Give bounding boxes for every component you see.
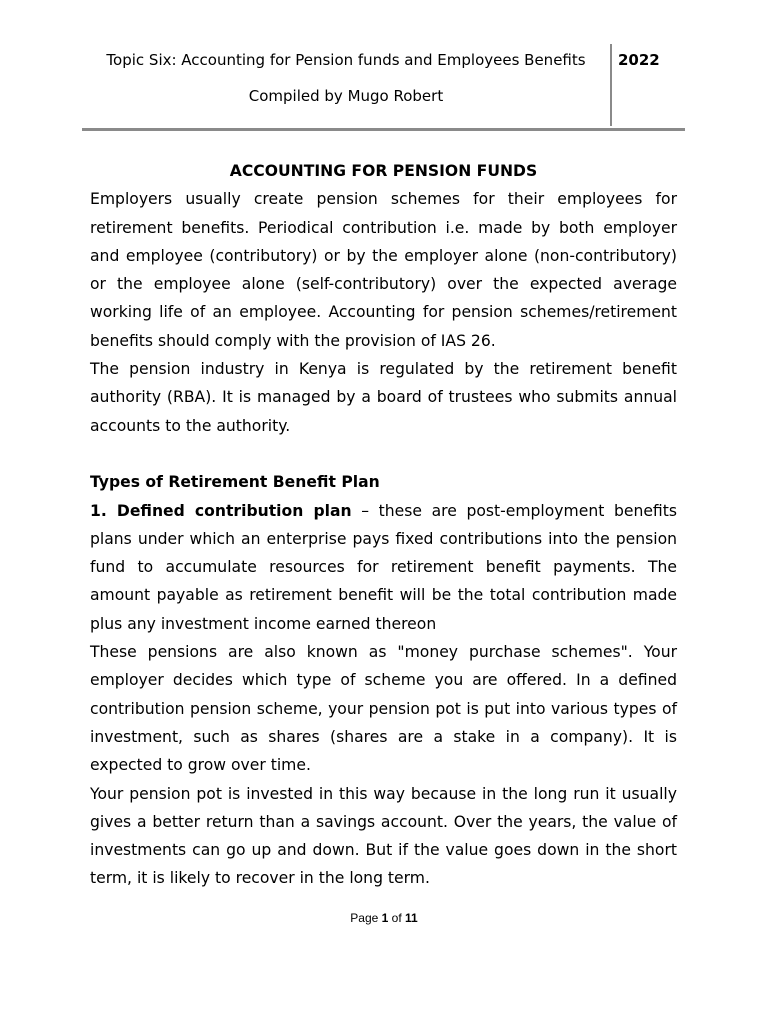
of-word: of [391,911,402,925]
defined-contribution-text: – these are post-employment benefits plans under which an enterprise pays fixed contributions into the pension fund to accumulate resources for retirement benefit payments. The amount payable as retirement benefit will be the total contribution made plus any investment income earned thereon [90,501,677,633]
blank-line [90,440,677,468]
header-left-cell [82,44,612,126]
page-total: 11 [405,911,418,925]
paragraph-pension-pot: Your pension pot is invested in this way because in the long run it usually gives a better return than a savings account. Over the years, the value of investments can go up and down. But if the value goes down in the short term, it is likely to recover in the long term. [90,784,677,888]
page-word: Page [350,911,379,925]
header-compiled-by: Compiled by Mugo Robert [248,87,444,105]
page-current: 1 [381,911,389,925]
document-title: ACCOUNTING FOR PENSION FUNDS [229,162,538,180]
paragraph-money-purchase: These pensions are also known as "money purchase schemes". Your employer decides which type of scheme you are offered. In a defined contribution pension scheme, your pension pot is put into various types of investment, such as shares (shares are a stake in a company). It is expected to grow over time. [90,643,677,775]
document-body [90,157,677,893]
defined-contribution-term: 1. Defined contribution plan [90,501,352,520]
header-title: Topic Six: Accounting for Pension funds and Employees Benefits [106,51,586,69]
page-footer [0,911,768,925]
paragraph-intro: Employers usually create pension schemes for their employees for retirement benefits. Periodical contribution i.e. made by both employer and employee (contributory) or by the employer alone (non-contributory) or the employee alone (self-contributory) over the expected average working life of an employee. Accounting for pension schemes/retirement benefits should comply with the provision of IAS 26. [90,190,677,350]
section-heading: Types of Retirement Benefit Plan [90,473,380,492]
header-year: 2022 [618,51,660,69]
page-header [82,44,685,131]
paragraph-kenya: The pension industry in Kenya is regulated by the retirement benefit authority (RBA). It is managed by a board of trustees who submits annual accounts to the authority. [90,360,677,435]
paragraph-defined-contribution [90,497,677,638]
